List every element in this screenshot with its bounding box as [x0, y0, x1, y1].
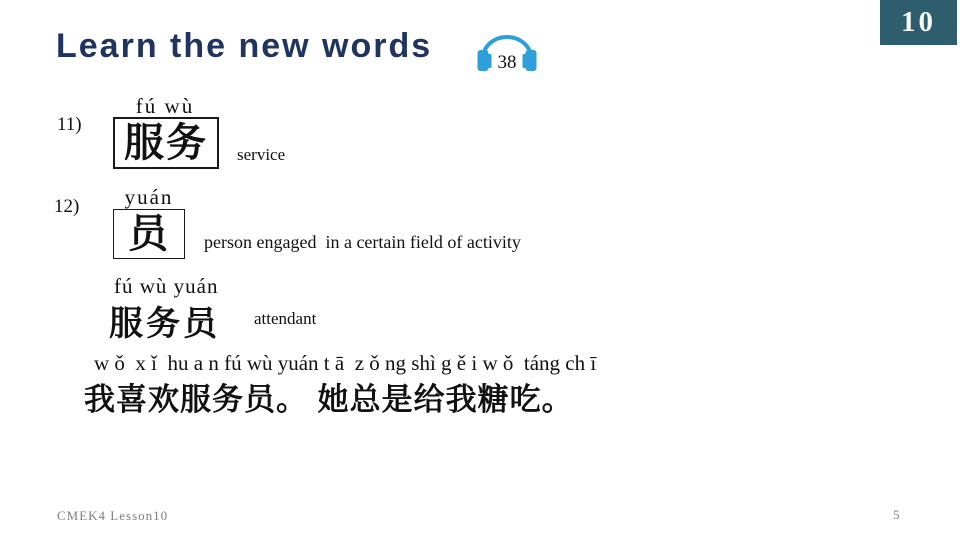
entry-hanzi-box	[113, 209, 185, 259]
sentence-hanzi: 我喜欢服务员。 她总是给我糖吃。	[84, 382, 574, 417]
compound-hanzi: 服务员	[109, 305, 220, 343]
entry-number: 11)	[57, 114, 82, 135]
entry-pinyin: yuán	[124, 185, 174, 209]
entry-number: 12)	[54, 196, 80, 217]
entry-hanzi: 员	[128, 212, 170, 256]
entry-meaning: service	[237, 145, 286, 164]
lesson-number-badge	[880, 0, 957, 45]
headphones-icon	[476, 27, 538, 75]
entry-hanzi-box	[113, 117, 219, 169]
compound-pinyin: fú wù yuán	[114, 274, 219, 298]
audio-track-number: 38	[497, 52, 517, 73]
entry-hanzi: 服务	[124, 121, 208, 165]
footer-page-number: 5	[893, 507, 900, 522]
sentence-pinyin: w ǒ x ǐ hu a n fú wù yuán t ā z ǒ ng shì g ě i w ǒ táng ch ī	[94, 351, 597, 375]
audio-play-button[interactable]	[476, 27, 538, 75]
entry-meaning: person engaged in a certain field of activity	[204, 232, 521, 252]
compound-meaning: attendant	[254, 309, 317, 328]
entry-pinyin: fú wù	[135, 94, 195, 118]
footer-course-label: CMEK4 Lesson10	[57, 508, 169, 523]
page-title: Learn the new words	[56, 27, 433, 65]
lesson-number-text: 10	[901, 6, 936, 38]
